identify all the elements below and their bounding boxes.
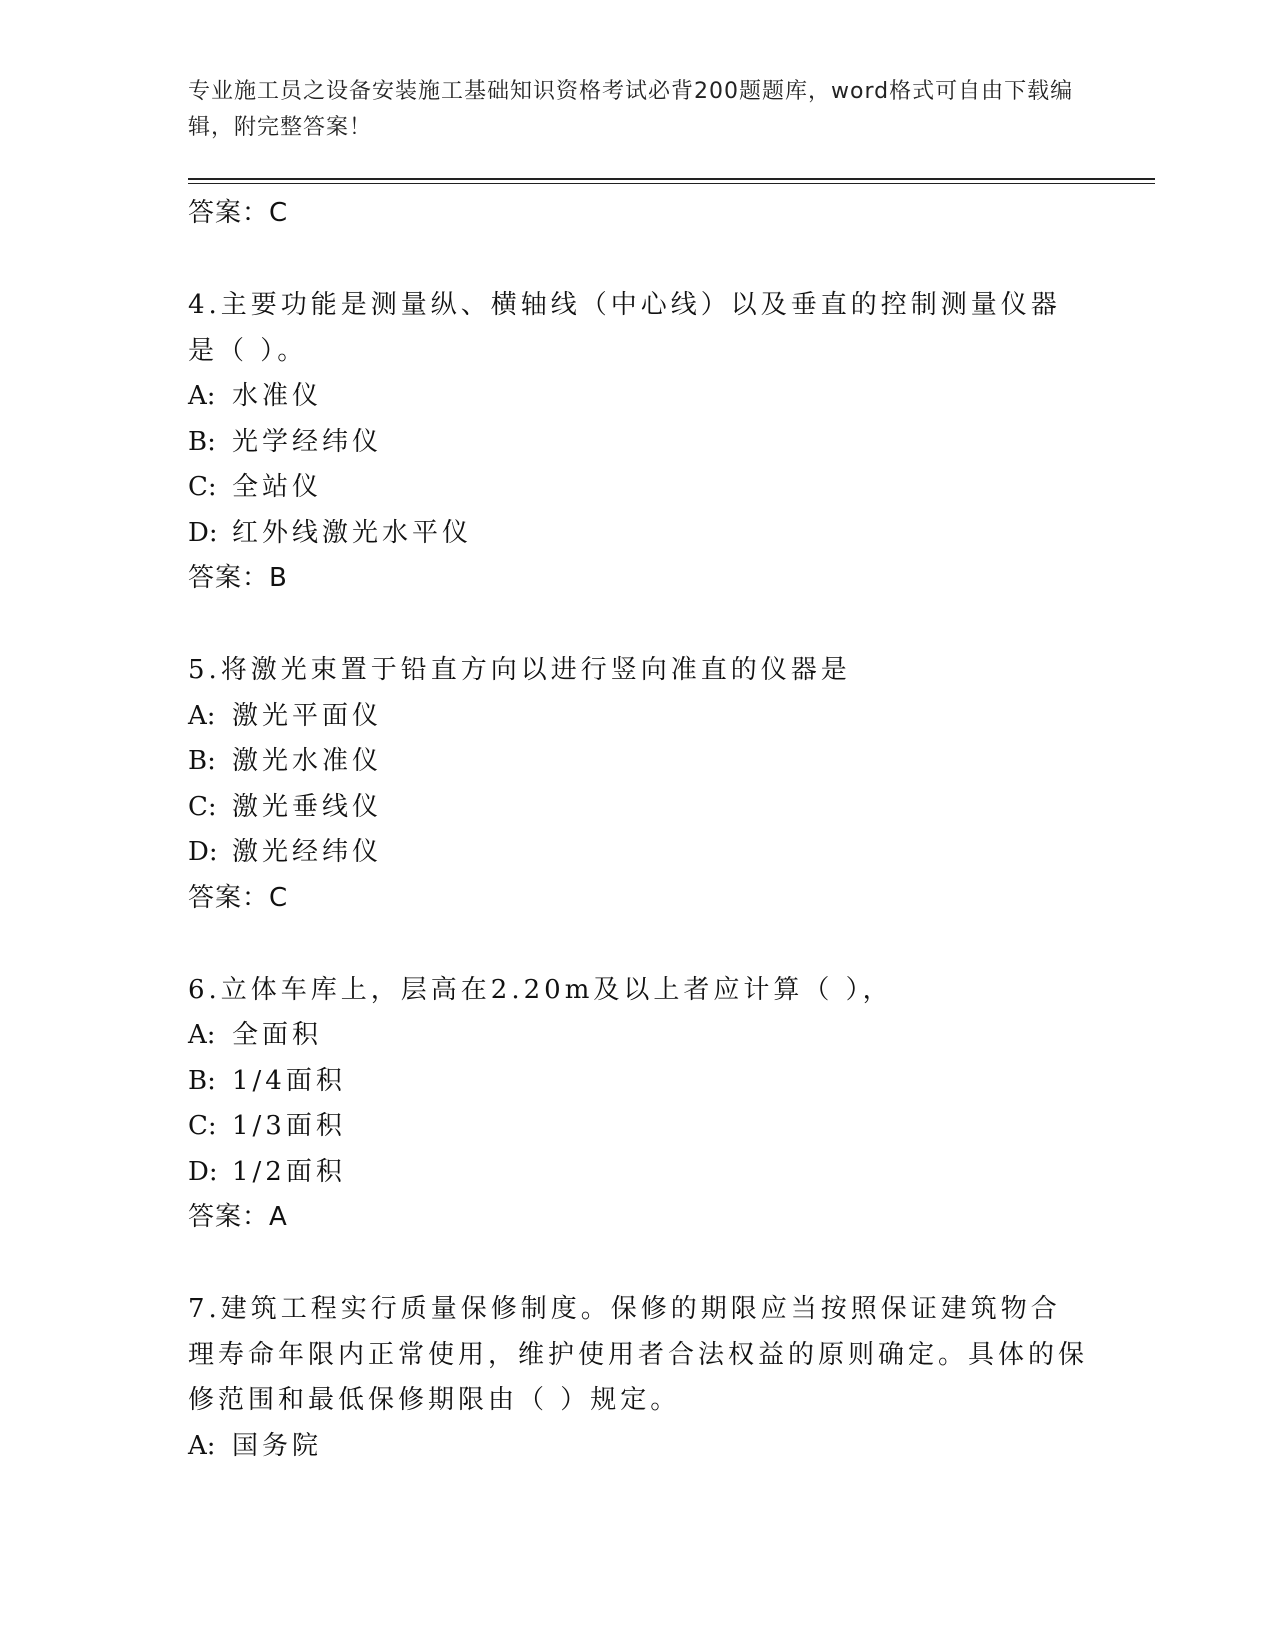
- option-text: 全站仪: [232, 472, 323, 502]
- question-text: 6.立体车库上，层高在2.20m及以上者应计算（ ），: [188, 974, 893, 1005]
- question-item: [188, 968, 1088, 1241]
- spacer: [188, 601, 1088, 648]
- option-letter: C:: [188, 1111, 217, 1141]
- header-divider-thin: [188, 183, 1155, 184]
- page-header: 专业施工员之设备安装施工基础知识资格考试必背200题题库，word格式可自由下载编辑，附完整答案！: [188, 79, 1074, 140]
- option-letter: A:: [188, 381, 216, 411]
- option-letter: A:: [188, 1020, 216, 1050]
- option-letter: D:: [188, 1156, 218, 1187]
- option-c: [188, 465, 1088, 511]
- option-text: 1/2面积: [232, 1156, 346, 1187]
- option-a: [188, 694, 1088, 740]
- answer-line: 答案：C: [188, 198, 289, 228]
- option-text: 1/4面积: [232, 1065, 346, 1096]
- option-c: [188, 785, 1088, 831]
- option-letter: A:: [188, 1430, 216, 1461]
- option-c: [188, 1104, 1088, 1150]
- spacer: [188, 1240, 1088, 1287]
- option-b: [188, 1059, 1088, 1105]
- option-b: [188, 420, 1088, 466]
- spacer: [188, 236, 1088, 283]
- option-letter: B:: [188, 746, 216, 776]
- option-text: 1/3面积: [232, 1111, 346, 1141]
- option-a: [188, 374, 1088, 420]
- spacer: [188, 921, 1088, 968]
- question-text: 5.将激光束置于铅直方向以进行竖向准直的仪器是: [188, 655, 851, 685]
- option-letter: D:: [188, 517, 218, 548]
- option-a: [188, 1013, 1088, 1059]
- option-text: 红外线激光水平仪: [232, 517, 473, 548]
- option-d: [188, 1150, 1088, 1196]
- option-letter: C:: [188, 472, 217, 502]
- option-text: 激光垂线仪: [232, 791, 383, 822]
- option-text: 光学经纬仪: [232, 426, 383, 457]
- question-text: 7.建筑工程实行质量保修制度。保修的期限应当按照保证建筑物合理寿命年限内正常使用，维护使用者合法权益的原则确定。具体的保修范围和最低保修期限由（ ）规定。: [188, 1294, 1089, 1415]
- option-letter: B:: [188, 1065, 216, 1096]
- option-text: 激光水准仪: [232, 746, 383, 776]
- answer-line: 答案：A: [188, 1202, 288, 1232]
- answer-line: 答案：B: [188, 563, 288, 593]
- option-text: 激光经纬仪: [232, 837, 383, 867]
- answer-line: 答案：C: [188, 882, 289, 913]
- option-text: 全面积: [232, 1020, 323, 1050]
- question-item: [188, 648, 1088, 921]
- question-list: [188, 191, 1088, 1469]
- question-item: [188, 283, 1088, 601]
- option-b: [188, 739, 1088, 785]
- option-text: 国务院: [232, 1430, 323, 1461]
- option-letter: A:: [188, 700, 216, 731]
- option-letter: B:: [188, 426, 216, 457]
- option-d: [188, 830, 1088, 876]
- option-letter: C:: [188, 791, 217, 822]
- question-item: [188, 1287, 1088, 1469]
- option-letter: D:: [188, 837, 218, 867]
- question-text: 4.主要功能是测量纵、横轴线（中心线）以及垂直的控制测量仪器是（ ）。: [188, 290, 1061, 366]
- header-divider-thick: [188, 178, 1155, 180]
- option-d: [188, 511, 1088, 557]
- option-text: 水准仪: [232, 381, 323, 411]
- option-a: [188, 1424, 1088, 1470]
- option-text: 激光平面仪: [232, 700, 383, 731]
